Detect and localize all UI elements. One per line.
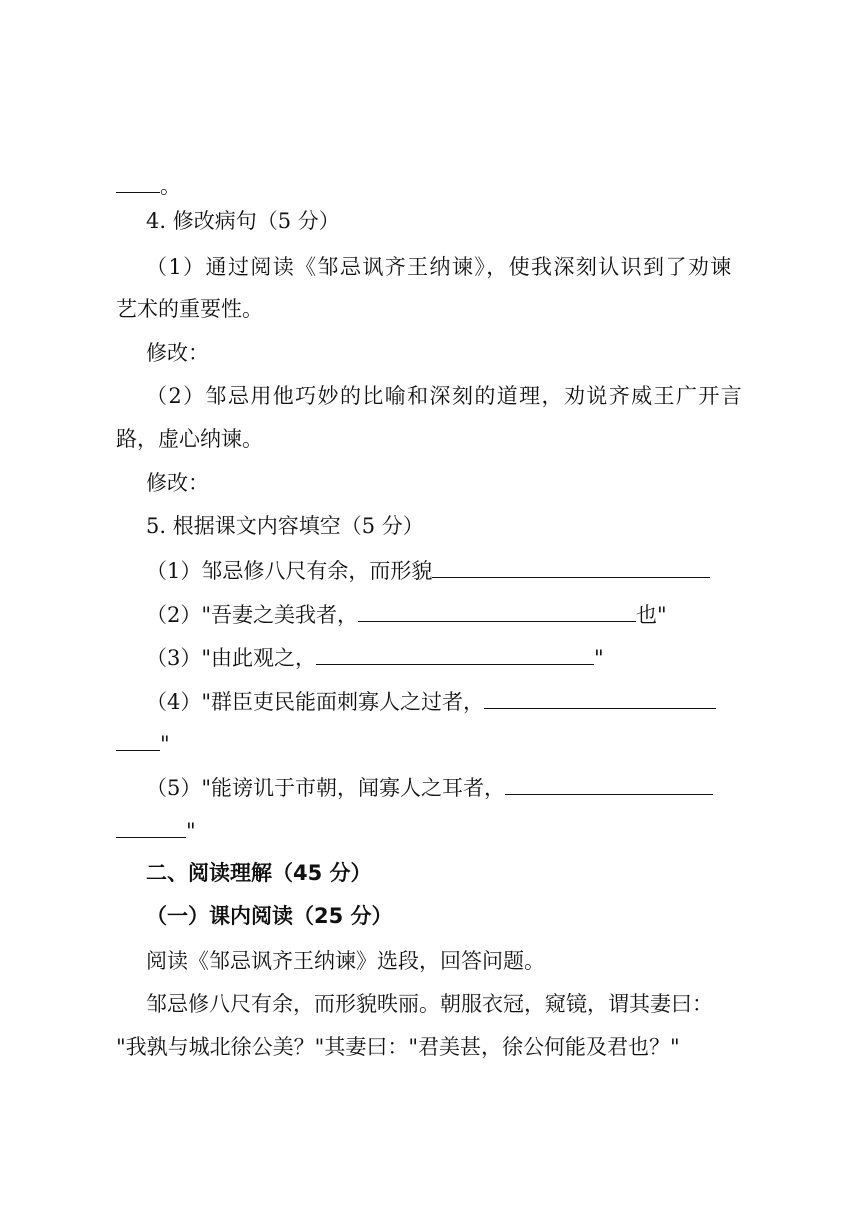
question-5-3: （3）"由此观之， " — [0, 642, 860, 673]
question-5-4-cont: " — [0, 728, 860, 759]
question-4-2-text: （2）邹忌用他巧妙的比喻和深刻的道理，劝说齐威王广开言 — [146, 384, 744, 408]
question-5-5: （5）"能谤讥于市朝，闻寡人之耳者， — [0, 772, 860, 803]
answer-blank[interactable] — [505, 772, 713, 795]
passage-line-2: "我孰与城北徐公美？"其妻曰："君美甚，徐公何能及君也？" — [116, 1035, 680, 1059]
question-5-title: 5. 根据课文内容填空（5 分） — [146, 514, 424, 538]
answer-blank[interactable] — [116, 815, 186, 838]
question-5-5-cont: " — [0, 815, 860, 846]
question-4-1-text-cont: 艺术的重要性。 — [116, 297, 263, 321]
section-2-title: 二、阅读理解（45 分） — [146, 861, 372, 885]
section-2-subtitle: （一）课内阅读（25 分） — [146, 904, 393, 928]
question-4-2-text-cont: 路，虚心纳谏。 — [116, 427, 263, 451]
answer-blank[interactable] — [116, 728, 160, 751]
prev-answer-line: 。 — [0, 170, 860, 201]
passage-line-1: 邹忌修八尺有余，而形貌昳丽。朝服衣冠，窥镜，谓其妻曰： — [146, 992, 713, 1016]
question-4-1-fix-label: 修改： — [146, 341, 209, 365]
reading-intro: 阅读《邹忌讽齐王纳谏》选段，回答问题。 — [146, 949, 545, 973]
question-4-1-text: （1）通过阅读《邹忌讽齐王纳谏》，使我深刻认识到了劝谏 — [146, 255, 733, 279]
answer-blank[interactable] — [358, 599, 636, 622]
question-5-4: （4）"群臣吏民能面刺寡人之过者， — [0, 686, 860, 717]
question-5-1: （1）邹忌修八尺有余，而形貌 — [0, 555, 860, 586]
answer-blank[interactable] — [484, 686, 716, 709]
answer-blank[interactable] — [316, 642, 594, 665]
answer-blank[interactable] — [116, 170, 160, 193]
answer-blank[interactable] — [432, 555, 710, 578]
question-5-2: （2）"吾妻之美我者， 也" — [0, 599, 860, 630]
question-4-title: 4. 修改病句（5 分） — [146, 209, 340, 233]
question-4-2-fix-label: 修改： — [146, 471, 209, 495]
